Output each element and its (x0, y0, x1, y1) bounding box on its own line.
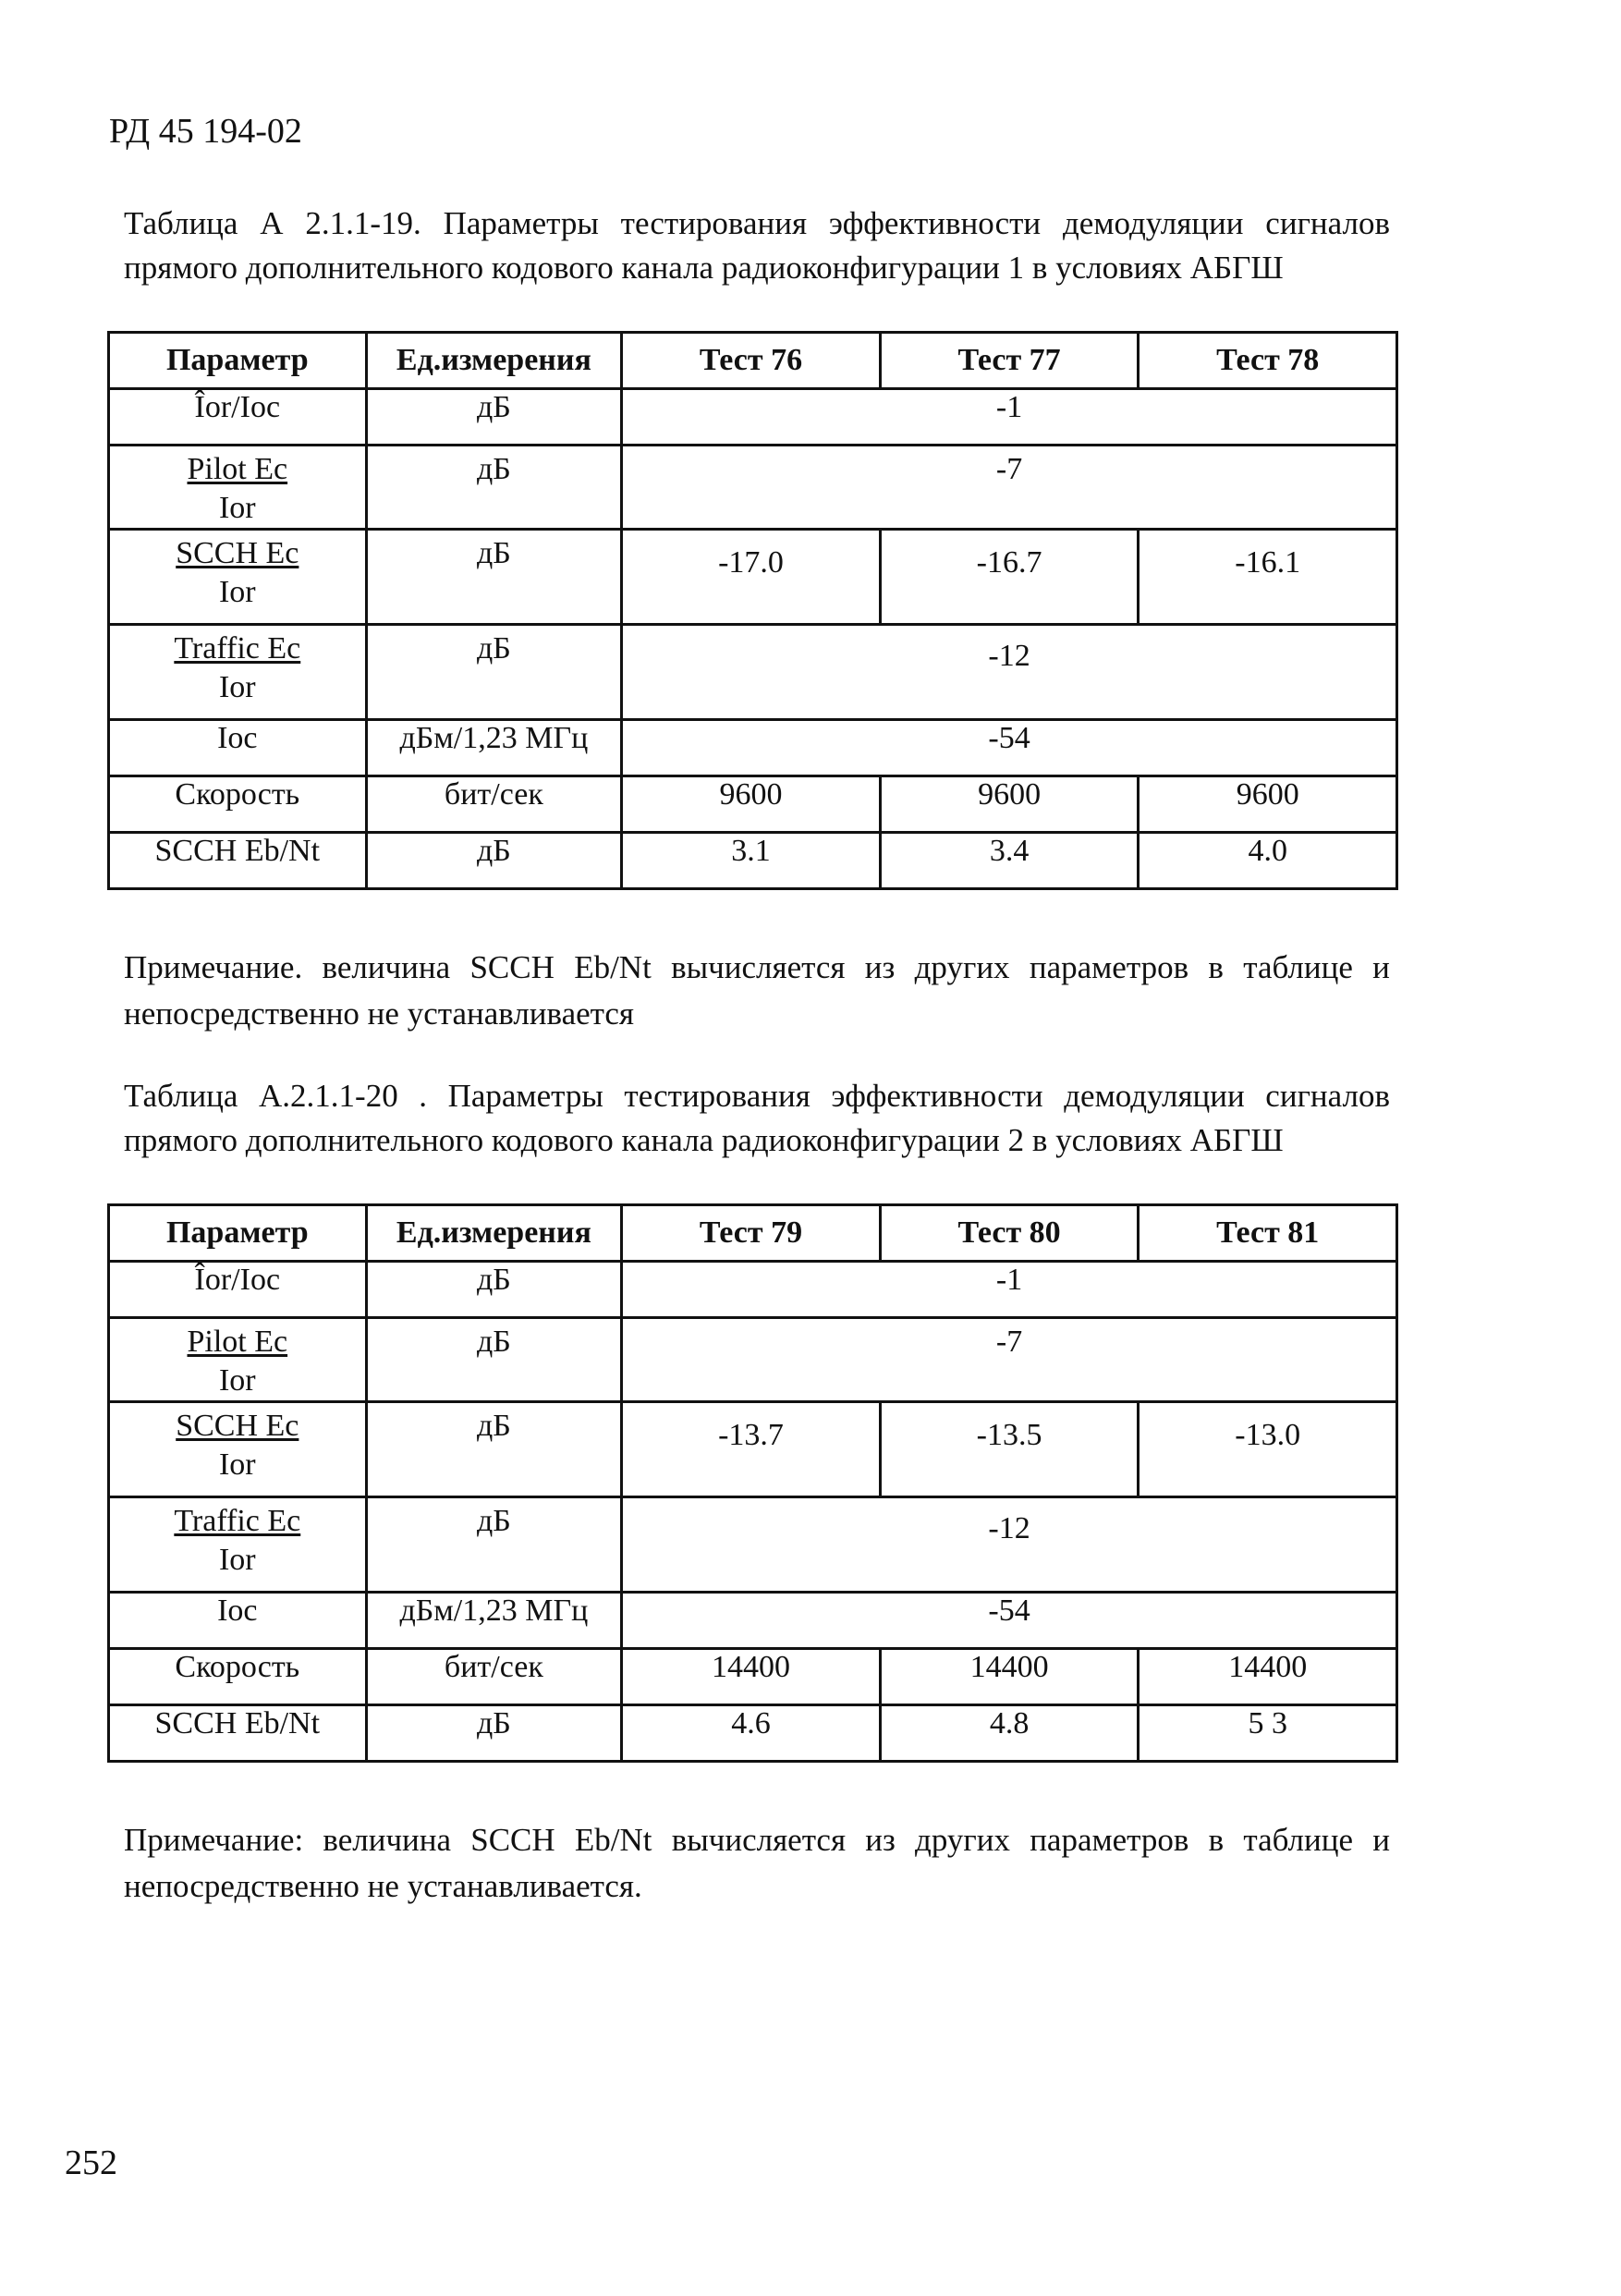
param-rate: Скорость (109, 1649, 367, 1705)
value-cell: 14400 (880, 1649, 1139, 1705)
value-cell: 4.8 (880, 1705, 1139, 1762)
value-cell: -1 (622, 389, 1397, 446)
fraction-numerator: SCCH Ec (176, 1409, 299, 1443)
value-cell: -16.1 (1139, 530, 1397, 625)
header-parameter: Параметр (109, 1205, 367, 1262)
param-traffic (109, 1497, 367, 1593)
fraction-denominator: Ior (218, 575, 256, 609)
value-cell: -7 (622, 1318, 1397, 1402)
value-cell: -16.7 (880, 530, 1139, 625)
param-scch-ebnt: SCCH Eb/Nt (109, 1705, 367, 1762)
fraction-denominator: Ior (218, 491, 256, 525)
value-cell: 14400 (622, 1649, 881, 1705)
note-line: Примечание. величина SCCH Eb/Nt вычисляется из других параметров в таблице и (124, 949, 1390, 985)
header-unit: Ед.измерения (366, 1205, 622, 1262)
param-ior-ioc: Îor/Ioc (109, 389, 367, 446)
value-cell: -54 (622, 1593, 1397, 1649)
value-cell: 9600 (1139, 776, 1397, 833)
unit-cell: дБ (366, 1402, 622, 1497)
param-ioc: Ioc (109, 720, 367, 776)
value-cell: -13.0 (1139, 1402, 1397, 1497)
unit-cell: дБ (366, 389, 622, 446)
fraction-denominator: Ior (218, 670, 256, 704)
unit-cell: бит/сек (366, 1649, 622, 1705)
table-row (109, 625, 1397, 720)
note-line: непосредственно не устанавливается. (124, 1868, 642, 1904)
unit-cell: дБ (366, 1497, 622, 1593)
fraction-numerator: SCCH Ec (176, 536, 299, 570)
param-traffic (109, 625, 367, 720)
header-unit: Ед.измерения (366, 333, 622, 389)
param-scch (109, 530, 367, 625)
table-row (109, 1649, 1397, 1705)
value-cell: 4.0 (1139, 833, 1397, 889)
unit-cell: дБ (366, 530, 622, 625)
fraction-denominator: Ior (218, 1363, 256, 1398)
unit-cell: дБ (366, 1705, 622, 1762)
table-row (109, 720, 1397, 776)
value-cell: 4.6 (622, 1705, 881, 1762)
header-test: Тест 77 (880, 333, 1139, 389)
table-row (109, 1402, 1397, 1497)
unit-cell: дБм/1,23 МГц (366, 1593, 622, 1649)
table-row (109, 389, 1397, 446)
fraction-denominator: Ior (218, 1447, 256, 1482)
table-1 (107, 331, 1398, 890)
unit-cell: дБ (366, 625, 622, 720)
value-cell: 3.4 (880, 833, 1139, 889)
param-ior-ioc: Îor/Ioc (109, 1262, 367, 1318)
fraction-numerator: Pilot Ec (187, 1325, 288, 1359)
table-row (109, 1497, 1397, 1593)
table-header-row (109, 1205, 1397, 1262)
param-scch (109, 1402, 367, 1497)
table-row (109, 1705, 1397, 1762)
fraction-numerator: Traffic Ec (174, 1504, 301, 1538)
value-cell: -12 (622, 625, 1397, 720)
table-row (109, 1262, 1397, 1318)
header-parameter: Параметр (109, 333, 367, 389)
value-cell: 3.1 (622, 833, 881, 889)
value-cell: -12 (622, 1497, 1397, 1593)
unit-cell: дБ (366, 1262, 622, 1318)
table-row (109, 833, 1397, 889)
table-1-caption: Таблица А 2.1.1-19. Параметры тестирования эффективности демодуляции сигналов прямого дополнительного кодового канала радиоконфигурации 1 в условиях АБГШ (124, 205, 1390, 286)
param-ioc: Ioc (109, 1593, 367, 1649)
param-rate: Скорость (109, 776, 367, 833)
header-test: Тест 79 (622, 1205, 881, 1262)
header-test: Тест 81 (1139, 1205, 1397, 1262)
table-row (109, 1593, 1397, 1649)
table-header-row (109, 333, 1397, 389)
value-cell: -17.0 (622, 530, 881, 625)
header-test: Тест 80 (880, 1205, 1139, 1262)
unit-cell: дБ (366, 446, 622, 530)
header-test: Тест 78 (1139, 333, 1397, 389)
table-2 (107, 1203, 1398, 1763)
value-cell: 9600 (880, 776, 1139, 833)
table-2-caption: Таблица А.2.1.1-20 . Параметры тестирования эффективности демодуляции сигналов прямого дополнительного кодового канала радиоконфигурации 2 в условиях АБГШ (124, 1078, 1390, 1158)
unit-cell: дБ (366, 833, 622, 889)
value-cell: 5 3 (1139, 1705, 1397, 1762)
table-row (109, 776, 1397, 833)
value-cell: 14400 (1139, 1649, 1397, 1705)
value-cell: 9600 (622, 776, 881, 833)
page-number: 252 (65, 2143, 117, 2182)
value-cell: -7 (622, 446, 1397, 530)
value-cell: -1 (622, 1262, 1397, 1318)
table-1-note (124, 945, 1390, 1037)
unit-cell: дБм/1,23 МГц (366, 720, 622, 776)
table-row (109, 530, 1397, 625)
table-2-note (124, 1817, 1390, 1910)
fraction-numerator: Pilot Ec (187, 452, 288, 486)
param-scch-ebnt: SCCH Eb/Nt (109, 833, 367, 889)
fraction-numerator: Traffic Ec (174, 631, 301, 666)
value-cell: -13.5 (880, 1402, 1139, 1497)
note-line: непосредственно не устанавливается (124, 995, 635, 1032)
fraction-denominator: Ior (218, 1543, 256, 1577)
value-cell: -54 (622, 720, 1397, 776)
header-test: Тест 76 (622, 333, 881, 389)
value-cell: -13.7 (622, 1402, 881, 1497)
param-pilot (109, 1318, 367, 1402)
table-row (109, 446, 1397, 530)
note-line: Примечание: величина SCCH Eb/Nt вычисляется из других параметров в таблице и (124, 1822, 1390, 1858)
table-row (109, 1318, 1397, 1402)
document-code: РД 45 194-02 (109, 112, 302, 151)
unit-cell: бит/сек (366, 776, 622, 833)
unit-cell: дБ (366, 1318, 622, 1402)
param-pilot (109, 446, 367, 530)
